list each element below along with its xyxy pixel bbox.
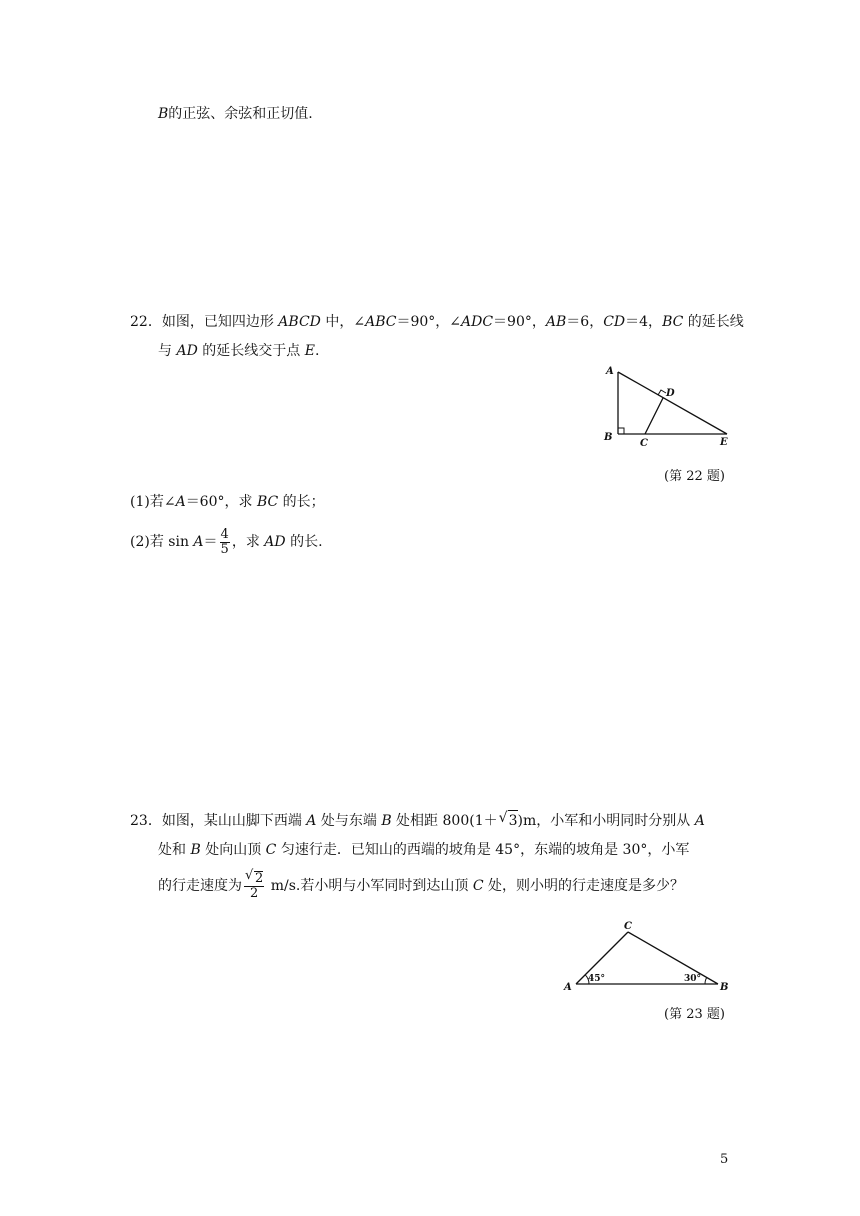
q22-figure [600, 362, 750, 447]
var-AD: AD [264, 534, 286, 550]
q23-line3 [158, 866, 684, 906]
q23-text: 匀速行走．已知山的西端的坡角是 45°，东端的坡角是 30°，小军 [276, 842, 690, 858]
math-var: AD [176, 343, 198, 359]
q22-part1-text: 的长； [278, 494, 325, 510]
q22-line1-text: ＝4， [625, 314, 663, 330]
q23-label-A: A [564, 982, 572, 993]
fraction-denominator: 2 [250, 886, 259, 901]
math-var: ABC [365, 314, 397, 330]
q23-angle-arc-B [705, 978, 707, 985]
math-var: BC [256, 494, 279, 510]
fraction-numerator [244, 871, 264, 887]
math-var: E [304, 343, 315, 359]
q23-angle-45: 45° [588, 974, 606, 984]
q22-label-A: A [606, 366, 614, 377]
q23-line2 [158, 840, 689, 860]
q23-text: 处和 [158, 842, 191, 858]
q21-tail-text: 的正弦、余弦和正切值. [168, 106, 313, 122]
q22-line1-text: ＝6， [566, 314, 604, 330]
q23-text: 处相距 800(1＋ [391, 813, 498, 829]
var-A: A [306, 813, 317, 829]
q22-seg-CD [645, 398, 663, 434]
q22-label-B: B [604, 432, 613, 443]
math-var: A [175, 494, 186, 510]
q22-line1-text: 如图，已知四边形 [161, 314, 279, 330]
math-var: BC [662, 314, 684, 330]
sqrt-2: √ 2 [254, 871, 263, 886]
q22-label-E: E [720, 437, 728, 447]
q23-text: 的行走速度为 [158, 878, 242, 894]
q23-text: m/s.若小明与小军同时到达山顶 [266, 878, 473, 894]
q22-stem-line1 [162, 314, 744, 330]
fraction-denominator: 5 [220, 541, 229, 557]
q23-text: 如图，某山山脚下西端 [161, 813, 307, 829]
q22-part1 [130, 492, 325, 512]
q23-text: 处向山顶 [200, 842, 266, 858]
math-var: CD [603, 314, 626, 330]
math-var: ADC [461, 314, 494, 330]
q22-line2 [158, 341, 319, 361]
q23-text: 处与东端 [316, 813, 382, 829]
q23-label-B: B [720, 982, 729, 993]
q22-caption: (第 22 题) [664, 469, 725, 484]
q22-line1-text: ＝90°， [493, 314, 546, 330]
q23-number: 23． [130, 813, 162, 829]
fraction-sqrt2-over-2 [244, 871, 264, 901]
q22-part2-prefix: (2)若 sin [130, 534, 194, 550]
q22-line1-text: ＝90°，∠ [396, 314, 461, 330]
q22-seg-AE [618, 372, 727, 434]
q22-part1-text: ＝60°，求 [185, 494, 257, 510]
q23-text: 处，则小明的行走速度是多少？ [483, 878, 684, 894]
var-B: B [158, 106, 169, 122]
q22-part2 [130, 522, 323, 562]
math-var: ABCD [278, 314, 321, 330]
var-A: A [193, 534, 204, 550]
q23-caption: (第 23 题) [664, 1007, 725, 1022]
var-A: A [694, 813, 705, 829]
var-B: B [190, 842, 201, 858]
fraction-4-5 [220, 528, 230, 557]
q22-part1-text: (1)若∠ [130, 494, 176, 510]
q23-angle-30: 30° [684, 974, 702, 984]
q22-line1 [130, 312, 744, 332]
q22-line2-text: 与 [158, 343, 177, 359]
equals-sign: ＝ [203, 534, 218, 550]
q22-part2-suffix: 的长. [285, 534, 323, 550]
q23-figure [560, 918, 740, 993]
q23-line1 [130, 810, 705, 831]
var-B: B [381, 813, 392, 829]
q21-tail [158, 104, 313, 124]
q22-line1-text: 中，∠ [320, 314, 366, 330]
var-C: C [472, 878, 484, 894]
q22-right-angle-D [658, 390, 666, 395]
q22-line1-text: 的延长线 [683, 314, 744, 330]
q23-seg-CB [628, 932, 718, 984]
q22-part2-mid: ，求 [231, 534, 265, 550]
q23-label-C: C [624, 921, 632, 932]
q22-label-D: D [666, 388, 675, 399]
q22-line2-text: 的延长线交于点 [197, 343, 305, 359]
q22-label-C: C [640, 438, 648, 447]
fraction-numerator: 4 [220, 526, 229, 542]
q22-number: 22． [130, 314, 162, 330]
sqrt-3: √ 3 [508, 810, 518, 831]
q22-right-angle-B [618, 428, 624, 434]
var-C: C [265, 842, 277, 858]
page-number: 5 [720, 1152, 729, 1167]
math-var: AB [545, 314, 567, 330]
q23-text: )m，小军和小明同时分别从 [517, 813, 695, 829]
q22-line2-text: . [314, 343, 320, 359]
